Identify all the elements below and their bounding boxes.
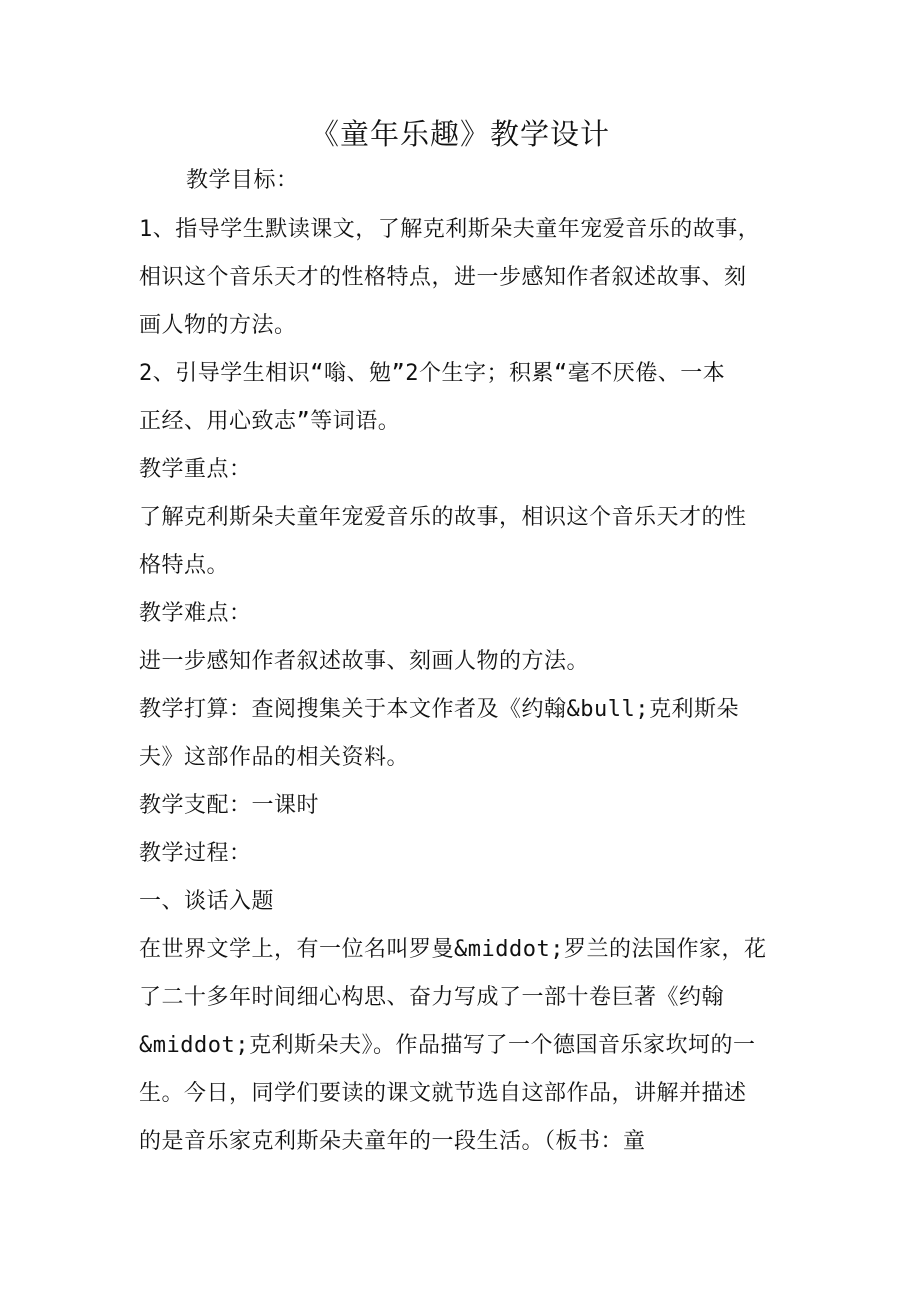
paragraph-line: &middot;克利斯朵夫》。作品描写了一个德国音乐家坎坷的一 — [139, 1033, 756, 1058]
heading-difficulties: 教学难点： — [139, 601, 252, 626]
heading-key-points: 教学重点： — [139, 457, 252, 482]
paragraph-line: 的是音乐家克利斯朵夫童年的一段生活。（板书：童 — [139, 1129, 646, 1154]
paragraph-line: 2、引导学生相识“嗡、勉”2个生字；积累“毫不厌倦、一本 — [139, 361, 726, 386]
paragraph-line: 教学打算：查阅搜集关于本文作者及《约翰&bull;克利斯朵 — [139, 697, 739, 722]
paragraph-line: 了解克利斯朵夫童年宠爱音乐的故事，相识这个音乐天才的性 — [139, 505, 747, 530]
heading-objectives: 教学目标： — [186, 168, 299, 193]
paragraph-line: 画人物的方法。 — [139, 313, 297, 338]
paragraph-line: 进一步感知作者叙述故事、刻画人物的方法。 — [139, 649, 590, 674]
paragraph-line: 1、指导学生默读课文，了解克利斯朵夫童年宠爱音乐的故事， — [139, 217, 761, 242]
paragraph-line: 教学支配：一课时 — [139, 793, 320, 818]
paragraph-line: 正经、用心致志”等词语。 — [139, 409, 401, 434]
paragraph-line: 在世界文学上，有一位名叫罗曼&middot;罗兰的法国作家，花 — [139, 937, 767, 962]
document-title: 《童年乐趣》教学设计 — [309, 117, 610, 151]
heading-process: 教学过程： — [139, 841, 252, 866]
paragraph-line: 格特点。 — [139, 553, 230, 578]
paragraph-line: 生。今日，同学们要读的课文就节选自这部作品，讲解并描述 — [139, 1081, 747, 1106]
paragraph-line: 夫》这部作品的相关资料。 — [139, 745, 410, 770]
paragraph-line: 了二十多年时间细心构思、奋力写成了一部十卷巨著《约翰 — [139, 985, 725, 1010]
paragraph-line: 相识这个音乐天才的性格特点，进一步感知作者叙述故事、刻 — [139, 265, 747, 290]
section-heading: 一、谈话入题 — [139, 889, 275, 914]
